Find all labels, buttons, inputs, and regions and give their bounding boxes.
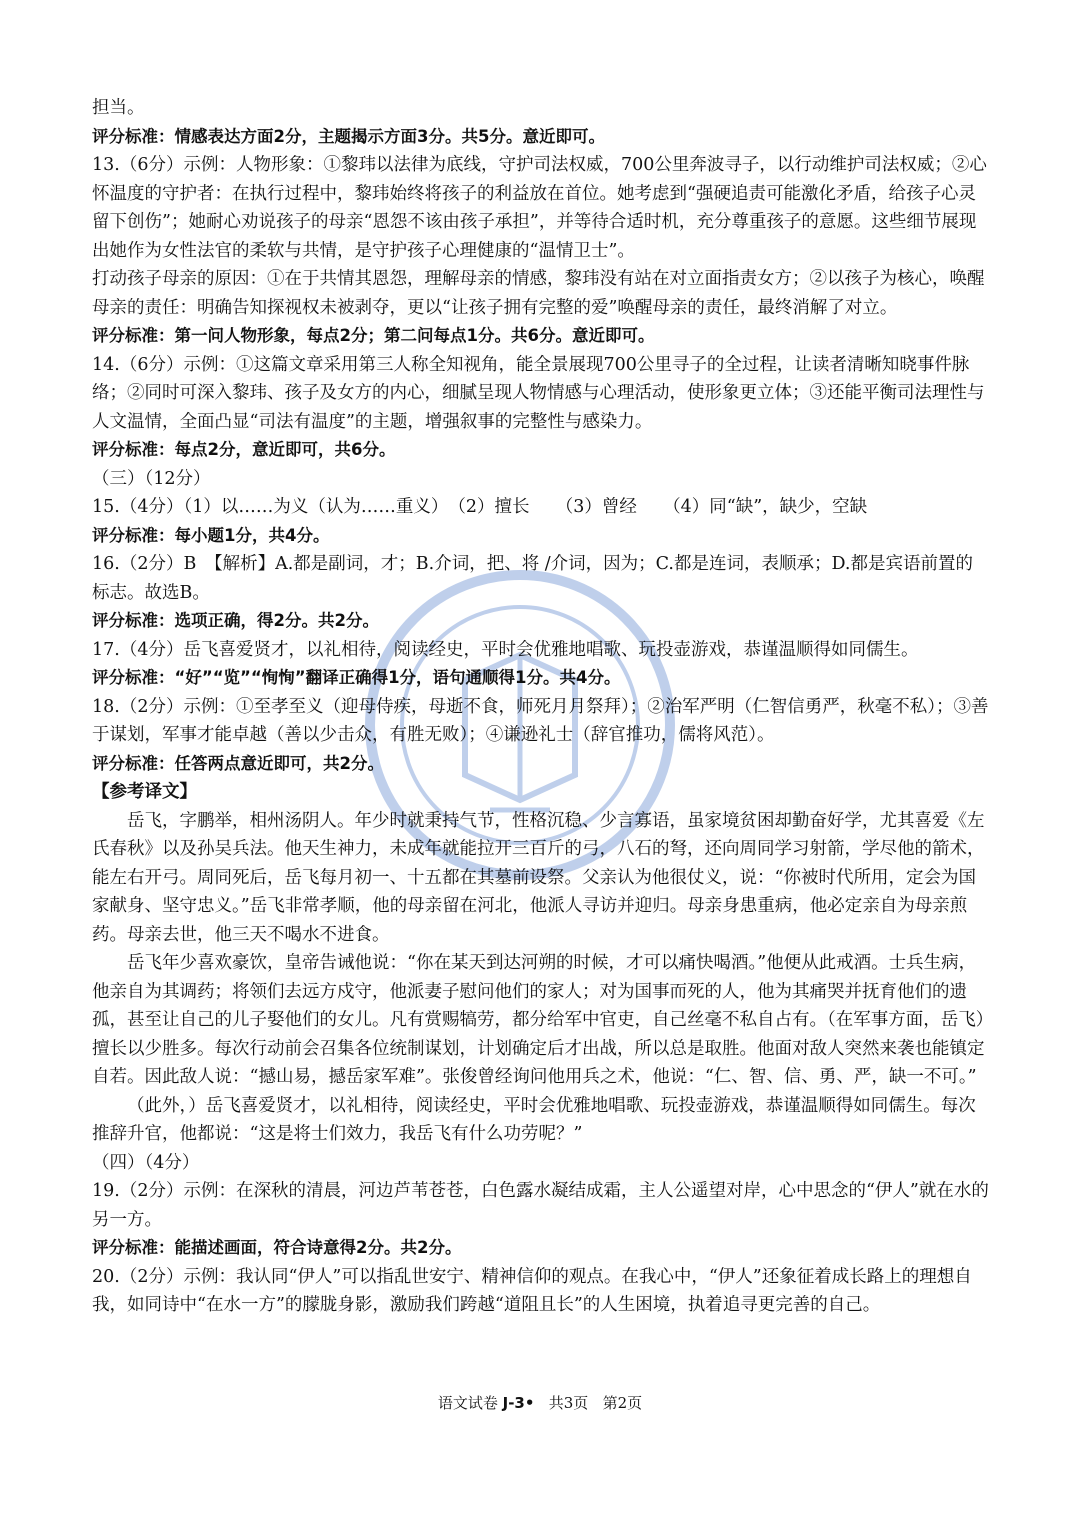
- translation-paragraph-2: 岳飞年少喜欢豪饮，皇帝告诫他说：“你在某天到达河朔的时候，才可以痛快喝酒。”他便从此戒酒。士兵生病，他亲自为其调药；将领们去远方戍守，他派妻子慰问他们的家人；对为国事而死的人，他为其痛哭并抚育他们的遗孤，甚至让自己的儿子娶他们的女儿。凡有赏赐犒劳，都分给军中官吏，自己丝毫不私自占有。（在军事方面，岳飞）擅长以少胜多。每次行动前会召集各位统制谋划，计划确定后才出战，所以总是取胜。他面对敌人突然来袭也能镇定自若。因此敌人说：“撼山易，撼岳家军难”。张俊曾经询问他用兵之术，他说：“仁、智、信、勇、严，缺一不可。”: [92, 953, 985, 1087]
- scoring-q13: 评分标准：第一问人物形象，每点2分；第二问每点1分。共6分。意近即可。: [92, 326, 655, 345]
- scoring-q16: 评分标准：选项正确，得2分。共2分。: [92, 611, 379, 630]
- answer-content: [92, 94, 990, 1320]
- scoring-q18: 评分标准：任答两点意近即可，共2分。: [92, 753, 384, 773]
- answer-q14: 14.（6分）示例：①这篇文章采用第三人称全知视角，能全景展现700公里寻子的全过程，让读者清晰知晓事件脉络；②同时可深入黎玮、孩子及女方的内心，细腻呈现人物情感与心理活动，使形象更立体；③还能平衡司法理性与人文温情，全面凸显“司法有温度”的主题，增强叙事的完整性与感染力。: [92, 354, 985, 432]
- translation-paragraph-1: 岳飞，字鹏举，相州汤阴人。年少时就秉持气节，性格沉稳、少言寡语，虽家境贫困却勤奋好学，尤其喜爱《左氏春秋》以及孙吴兵法。他天生神力，未成年就能拉开三百斤的弓，八石的弩，还向周同学习射箭，学尽他的箭术，能左右开弓。周同死后，岳飞每月初一、十五都在其墓前设祭。父亲认为他很仗义，说：“你被时代所用，定会为国家献身、坚守忠义。”岳飞非常孝顺，他的母亲留在河北，他派人寻访并迎归。母亲身患重病，他必定亲自为母亲煎药。母亲去世，他三天不喝水不进食。: [92, 810, 985, 945]
- footer-total-pages: 共3页: [548, 1394, 589, 1412]
- translation-paragraph-3: （此外，）岳飞喜爱贤才，以礼相待，阅读经史，平时会优雅地唱歌、玩投壶游戏，恭谨温顺得如同儒生。每次推辞升官，他都说：“这是将士们效力，我岳飞有什么功劳呢？”: [92, 1095, 976, 1144]
- section-four-heading: （四）（4分）: [92, 1152, 200, 1173]
- answer-q19: 19.（2分）示例：在深秋的清晨，河边芦苇苍苍，白色露水凝结成霜，主人公遥望对岸，心中思念的“伊人”就在水的另一方。: [92, 1181, 989, 1230]
- answer-q20: 20.（2分）示例：我认同“伊人”可以指乱世安宁、精神信仰的观点。在我心中，“伊人”还象征着成长路上的理想自我，如同诗中“在水一方”的朦胧身影，激励我们跨越“道阻且长”的人生困境，执着追寻更完善的自己。: [92, 1266, 972, 1315]
- footer-paper-name: 语文试卷: [437, 1394, 498, 1412]
- answer-q15: 15.（4分）（1）以……为义（认为……重义） （2）擅长 （3）曾经 （4）同“缺”，缺少，空缺: [92, 497, 868, 517]
- scoring-q14: 评分标准：每点2分，意近即可，共6分。: [92, 440, 396, 459]
- page-footer: [0, 1392, 1080, 1413]
- scoring-q17: 评分标准：“好”“览”“恂恂”翻译正确得1分，语句通顺得1分。共4分。: [92, 668, 621, 687]
- answer-q13-character: 13.（6分）示例：人物形象：①黎玮以法律为底线，守护司法权威，700公里奔波寻子，以行动维护司法权威；②心怀温度的守护者：在执行过程中，黎玮始终将孩子的利益放在首位。她考虑到“强硬追责可能激化矛盾，给孩子心灵留下创伤”；她耐心劝说孩子的母亲“恩怨不该由孩子承担”，并等待合适时机，充分尊重孩子的意愿。这些细节展现出她作为女性法官的柔软与共情，是守护孩子心理健康的“温情卫士”。: [92, 155, 987, 261]
- scoring-q19: 评分标准：能描述画面，符合诗意得2分。共2分。: [92, 1238, 462, 1257]
- section-three-heading: （三）（12分）: [92, 468, 211, 489]
- translation-heading: 【参考译文】: [92, 782, 197, 802]
- answer-q16: 16.（2分）B 【解析】A.都是副词，才；B.介词，把、将 /介词，因为；C.都是连词，表顺承；D.都是宾语前置的标志。故选B。: [92, 554, 973, 603]
- answer-q18: 18.（2分）示例：①至孝至义（迎母侍疾，母逝不食，师死月月祭拜）；②治军严明（仁智信勇严，秋毫不私）；③善于谋划，军事才能卓越（善以少击众，有胜无败）；④谦逊礼士（辞官推功，儒将风范）。: [92, 696, 989, 745]
- footer-paper-code: J-3•: [502, 1394, 535, 1412]
- footer-page-number: 第2页: [602, 1394, 643, 1412]
- scoring-line-1: 评分标准：情感表达方面2分，主题揭示方面3分。共5分。意近即可。: [92, 126, 605, 146]
- answer-q13-reason: 打动孩子母亲的原因：①在于共情其恩怨，理解母亲的情感，黎玮没有站在对立面指责女方；②以孩子为核心，唤醒母亲的责任：明确告知探视权未被剥夺，更以“让孩子拥有完整的爱”唤醒母亲的责任，最终消解了对立。: [92, 269, 985, 318]
- scoring-q15: 评分标准：每小题1分，共4分。: [92, 525, 330, 545]
- answer-q17: 17.（4分）岳飞喜爱贤才，以礼相待，阅读经史，平时会优雅地唱歌、玩投壶游戏，恭谨温顺得如同儒生。: [92, 639, 919, 660]
- answer-line-0: 担当。: [92, 98, 145, 118]
